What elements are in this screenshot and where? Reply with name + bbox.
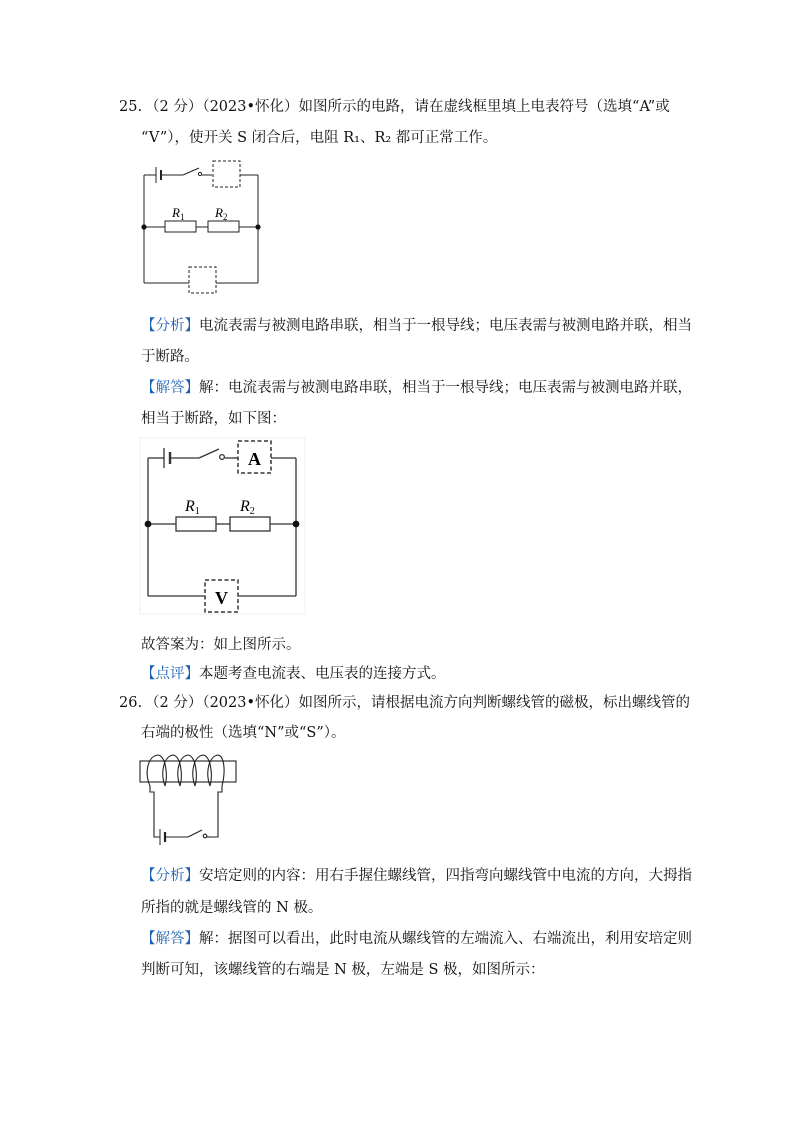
answer-label-r1: R1 (185, 498, 200, 517)
junction-left (141, 224, 146, 229)
solenoid-core (140, 761, 236, 782)
q26-analysis-line-1 (141, 866, 692, 886)
q25-analysis-tag: 【分析】 (141, 318, 199, 334)
resistor-r2 (208, 221, 239, 232)
q26-answer-tag: 【解答】 (141, 931, 199, 947)
q25-comment-tag: 【点评】 (141, 666, 199, 682)
q25-answer-line-2: 相当于断路，如下图： (141, 411, 286, 427)
q26-analysis-line-2: 所指的就是螺线管的 N 极。 (141, 900, 323, 916)
q25-question-circuit-diagram (138, 155, 268, 297)
switch-blade (183, 168, 199, 175)
switch-contact (198, 172, 201, 175)
top-meter-box (213, 161, 240, 187)
answer-ammeter-symbol: A (248, 449, 261, 469)
q25-comment-line (141, 664, 446, 684)
q25-answer-tag: 【解答】 (141, 380, 199, 396)
resistor-r1 (165, 221, 196, 232)
solenoid-coil (147, 755, 224, 786)
q25-analysis-line-1 (141, 316, 692, 336)
q26-answer-line-2: 判断可知，该螺线管的右端是 N 极，左端是 S 极，如图所示： (141, 962, 545, 978)
q26-question-line-1: （2 分）（2023•怀化）如图所示，请根据电流方向判断螺线管的磁极，标出螺线管的 (145, 695, 691, 711)
q25-analysis-text-1: 电流表需与被测电路串联，相当于一根导线；电压表需与被测电路并联，相当 (199, 318, 692, 334)
label-r1: $R_1$ (172, 205, 185, 222)
label-r2: $R_2$ (215, 205, 228, 222)
q26-answer-line-1 (141, 929, 692, 949)
q25-answer-text-1: 解：电流表需与被测电路串联，相当于一根导线；电压表需与被测电路并联， (199, 380, 692, 396)
q25-question-line-1: （2 分）（2023•怀化）如图所示的电路，请在虚线框里填上电表符号（选填“A”或 (145, 99, 670, 115)
q25-answer-circuit-diagram (139, 437, 306, 615)
bottom-meter-box (189, 267, 216, 293)
answer-voltmeter-symbol: V (215, 588, 228, 608)
q26-number: 26. (119, 695, 143, 711)
q26-answer-text-1: 解：据图可以看出，此时电流从螺线管的左端流入、右端流出，利用安培定则 (199, 931, 692, 947)
q25-number: 25. (119, 99, 143, 115)
q25-answer-line-1 (141, 378, 692, 398)
q25-question-line-2: “V”），使开关 S 闭合后，电阻 R₁、R₂ 都可正常工作。 (141, 130, 498, 146)
q25-analysis-line-2: 于断路。 (141, 349, 199, 365)
q26-solenoid-circuit-diagram (138, 752, 238, 847)
q26-analysis-text-1: 安培定则的内容：用右手握住螺线管，四指弯向螺线管中电流的方向，大拇指 (199, 868, 692, 884)
answer-label-r2: R2 (240, 498, 255, 517)
q26-question-line-2: 右端的极性（选填“N”或“S”）。 (141, 725, 346, 741)
junction-right (255, 224, 260, 229)
q25-comment-text: 本题考查电流表、电压表的连接方式。 (199, 666, 446, 682)
q26-analysis-tag: 【分析】 (141, 868, 199, 884)
q25-conclusion: 故答案为：如上图所示。 (141, 637, 301, 653)
